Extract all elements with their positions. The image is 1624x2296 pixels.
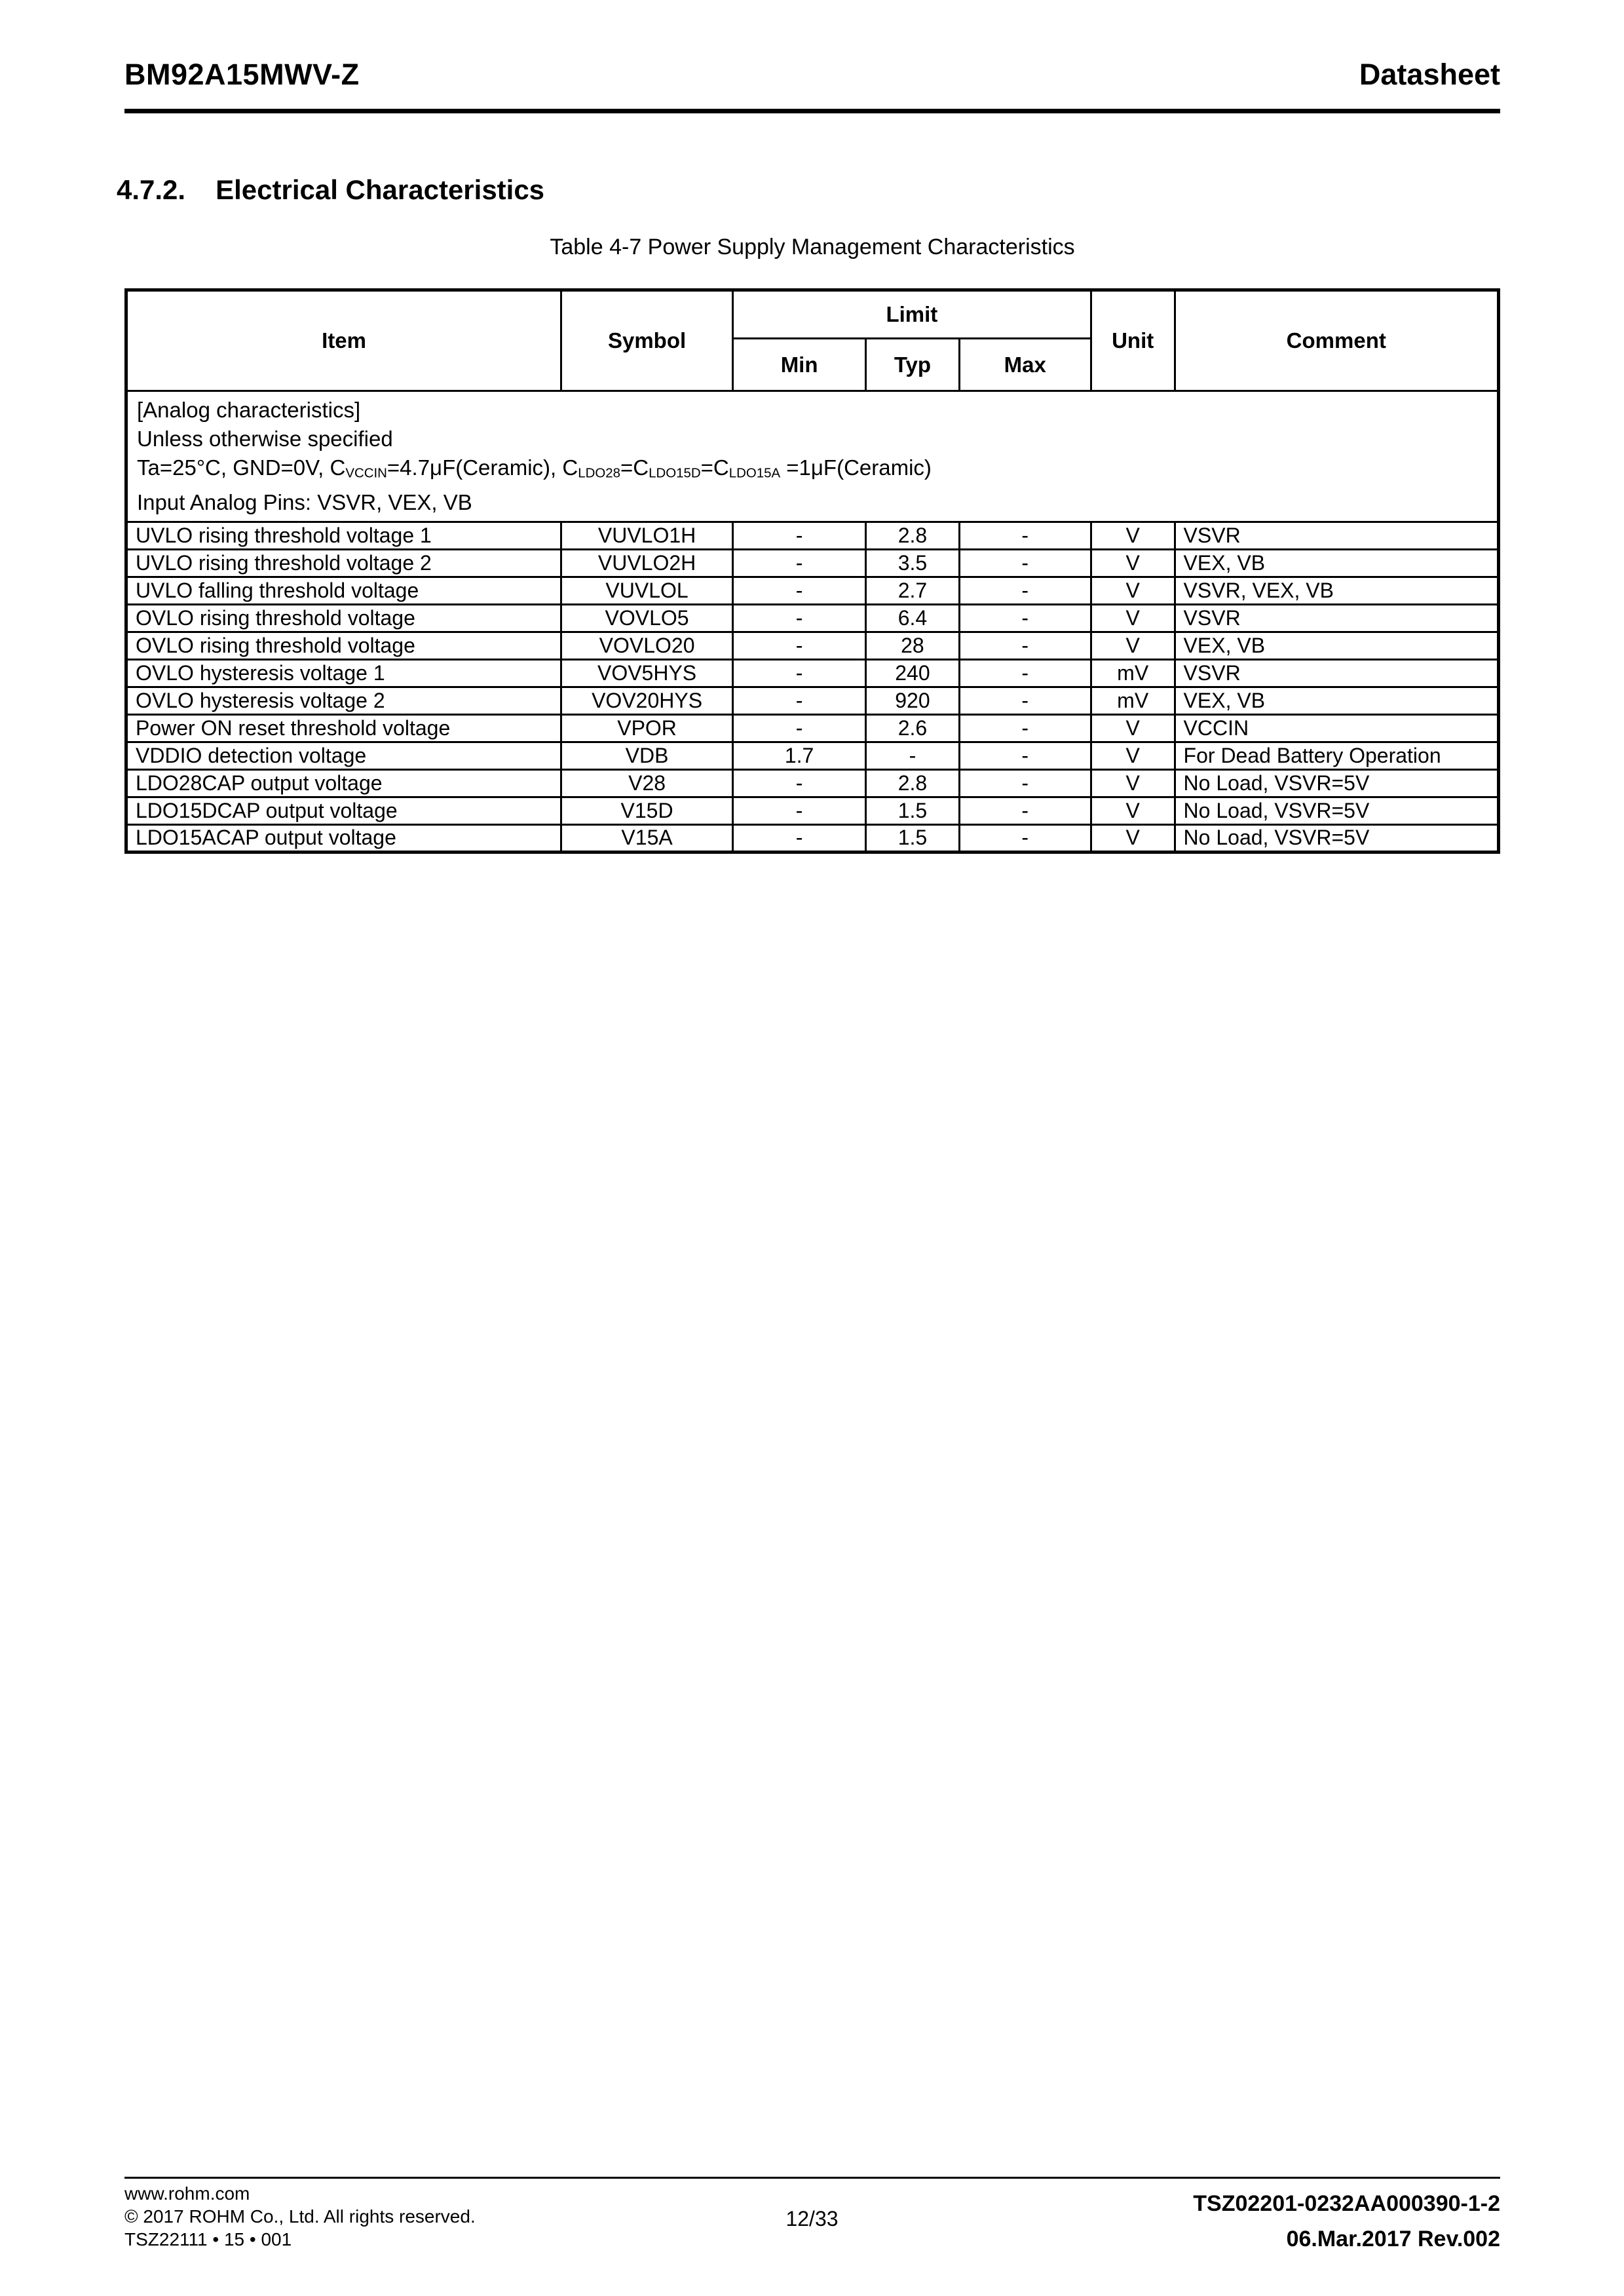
product-name: BM92A15MWV-Z: [124, 58, 360, 91]
cell-max: -: [959, 549, 1091, 577]
table-row: [126, 577, 1499, 604]
conditions-cell: [126, 391, 1499, 522]
cell-max: -: [959, 632, 1091, 659]
column-header-unit: Unit: [1091, 290, 1175, 391]
table-row: [126, 769, 1499, 797]
table-row: [126, 632, 1499, 659]
cell-max: -: [959, 742, 1091, 769]
section-number: 4.7.2.: [117, 174, 186, 205]
cell-comment: For Dead Battery Operation: [1175, 742, 1498, 769]
cell-min: -: [733, 522, 866, 549]
cell-typ: 2.6: [866, 714, 959, 742]
column-header-item: Item: [126, 290, 561, 391]
cell-typ: 240: [866, 659, 959, 687]
cell-symbol: VOVLO20: [561, 632, 733, 659]
cell-item: LDO15ACAP output voltage: [126, 824, 561, 852]
table-row: [126, 522, 1499, 549]
cell-max: -: [959, 714, 1091, 742]
cell-item: Power ON reset threshold voltage: [126, 714, 561, 742]
cell-item: OVLO hysteresis voltage 2: [126, 687, 561, 714]
cell-item: LDO15DCAP output voltage: [126, 797, 561, 824]
cell-symbol: VUVLO1H: [561, 522, 733, 549]
cell-item: OVLO rising threshold voltage: [126, 632, 561, 659]
cell-symbol: V15D: [561, 797, 733, 824]
cell-symbol: VOV5HYS: [561, 659, 733, 687]
cell-comment: No Load, VSVR=5V: [1175, 769, 1498, 797]
table-row: [126, 549, 1499, 577]
footer-website: www.rohm.com: [124, 2183, 250, 2204]
cell-typ: 1.5: [866, 824, 959, 852]
conditions-line-2: Unless otherwise specified: [137, 427, 393, 451]
cell-comment: VEX, VB: [1175, 632, 1498, 659]
cell-typ: 1.5: [866, 797, 959, 824]
cell-symbol: V28: [561, 769, 733, 797]
section-heading: [117, 174, 544, 206]
power-supply-characteristics-table: [124, 288, 1500, 854]
cell-min: -: [733, 577, 866, 604]
cell-typ: 2.8: [866, 769, 959, 797]
column-header-min: Min: [733, 339, 866, 391]
table-row: [126, 742, 1499, 769]
cell-symbol: VDB: [561, 742, 733, 769]
page-number: 12/33: [785, 2207, 839, 2230]
cell-unit: mV: [1091, 659, 1175, 687]
cell-max: -: [959, 659, 1091, 687]
conditions-line-3: Ta=25°C, GND=0V, $C_{VCCIN}=4.7\mu F(Ceramic)$, $C_{LDO28}=C_{LDO15D}=C_{LDO15A}$ =1μF(Ceramic): [137, 455, 932, 481]
cell-unit: V: [1091, 714, 1175, 742]
footer-doc-number: TSZ02201-0232AA000390-1-2: [1193, 2191, 1500, 2216]
cell-min: -: [733, 769, 866, 797]
cell-symbol: VOVLO5: [561, 604, 733, 632]
cell-min: -: [733, 549, 866, 577]
cell-unit: V: [1091, 577, 1175, 604]
cell-typ: 2.8: [866, 522, 959, 549]
cell-item: VDDIO detection voltage: [126, 742, 561, 769]
conditions-line-1: [Analog characteristics]: [137, 398, 361, 422]
cell-max: -: [959, 687, 1091, 714]
cell-comment: VSVR: [1175, 659, 1498, 687]
cell-item: UVLO rising threshold voltage 2: [126, 549, 561, 577]
cell-unit: V: [1091, 742, 1175, 769]
cell-min: -: [733, 632, 866, 659]
cell-max: -: [959, 797, 1091, 824]
cell-item: OVLO rising threshold voltage: [126, 604, 561, 632]
conditions-row: [126, 391, 1499, 522]
cell-min: -: [733, 714, 866, 742]
table-body: [126, 522, 1499, 852]
cell-unit: V: [1091, 769, 1175, 797]
cell-min: -: [733, 824, 866, 852]
cell-max: -: [959, 604, 1091, 632]
cell-typ: 2.7: [866, 577, 959, 604]
cell-unit: V: [1091, 632, 1175, 659]
cell-min: -: [733, 687, 866, 714]
footer-code: TSZ22111 • 15 • 001: [124, 2229, 292, 2249]
cell-unit: mV: [1091, 687, 1175, 714]
cell-typ: 28: [866, 632, 959, 659]
footer-rule: [124, 2177, 1500, 2179]
column-header-symbol: Symbol: [561, 290, 733, 391]
cell-typ: 3.5: [866, 549, 959, 577]
cell-unit: V: [1091, 549, 1175, 577]
cell-min: -: [733, 604, 866, 632]
section-title: Electrical Characteristics: [216, 174, 545, 205]
table-row: [126, 604, 1499, 632]
column-header-comment: Comment: [1175, 290, 1498, 391]
footer-right-block: [1193, 2186, 1500, 2257]
table-row: [126, 687, 1499, 714]
cell-typ: -: [866, 742, 959, 769]
cell-typ: 6.4: [866, 604, 959, 632]
cell-comment: VSVR, VEX, VB: [1175, 577, 1498, 604]
table-row: [126, 714, 1499, 742]
conditions-line-4: Input Analog Pins: VSVR, VEX, VB: [137, 489, 472, 514]
cell-item: UVLO falling threshold voltage: [126, 577, 561, 604]
header-rule: [124, 109, 1500, 113]
cell-symbol: V15A: [561, 824, 733, 852]
cell-item: OVLO hysteresis voltage 1: [126, 659, 561, 687]
cell-min: -: [733, 797, 866, 824]
cell-comment: VSVR: [1175, 604, 1498, 632]
column-header-typ: Typ: [866, 339, 959, 391]
cell-min: 1.7: [733, 742, 866, 769]
table-caption: Table 4-7 Power Supply Management Characteristics: [550, 235, 1075, 259]
footer-revision: 06.Mar.2017 Rev.002: [1286, 2227, 1500, 2251]
cell-max: -: [959, 577, 1091, 604]
cell-max: -: [959, 824, 1091, 852]
doc-type-label: Datasheet: [1359, 58, 1500, 91]
cell-comment: VEX, VB: [1175, 549, 1498, 577]
cell-symbol: VUVLOL: [561, 577, 733, 604]
cell-comment: VSVR: [1175, 522, 1498, 549]
cell-item: LDO28CAP output voltage: [126, 769, 561, 797]
table-row: [126, 824, 1499, 852]
cell-comment: VCCIN: [1175, 714, 1498, 742]
cell-symbol: VOV20HYS: [561, 687, 733, 714]
cell-comment: No Load, VSVR=5V: [1175, 824, 1498, 852]
cell-item: UVLO rising threshold voltage 1: [126, 522, 561, 549]
cell-comment: No Load, VSVR=5V: [1175, 797, 1498, 824]
cell-unit: V: [1091, 797, 1175, 824]
cell-max: -: [959, 769, 1091, 797]
cell-unit: V: [1091, 522, 1175, 549]
cell-max: -: [959, 522, 1091, 549]
table-row: [126, 797, 1499, 824]
cell-min: -: [733, 659, 866, 687]
footer-copyright: © 2017 ROHM Co., Ltd. All rights reserved.: [124, 2206, 476, 2227]
cell-symbol: VUVLO2H: [561, 549, 733, 577]
cell-unit: V: [1091, 824, 1175, 852]
cell-unit: V: [1091, 604, 1175, 632]
table-header: [126, 290, 1499, 391]
column-header-max: Max: [959, 339, 1091, 391]
cell-typ: 920: [866, 687, 959, 714]
cell-comment: VEX, VB: [1175, 687, 1498, 714]
column-header-limit: Limit: [733, 290, 1091, 339]
cell-symbol: VPOR: [561, 714, 733, 742]
table-row: [126, 659, 1499, 687]
